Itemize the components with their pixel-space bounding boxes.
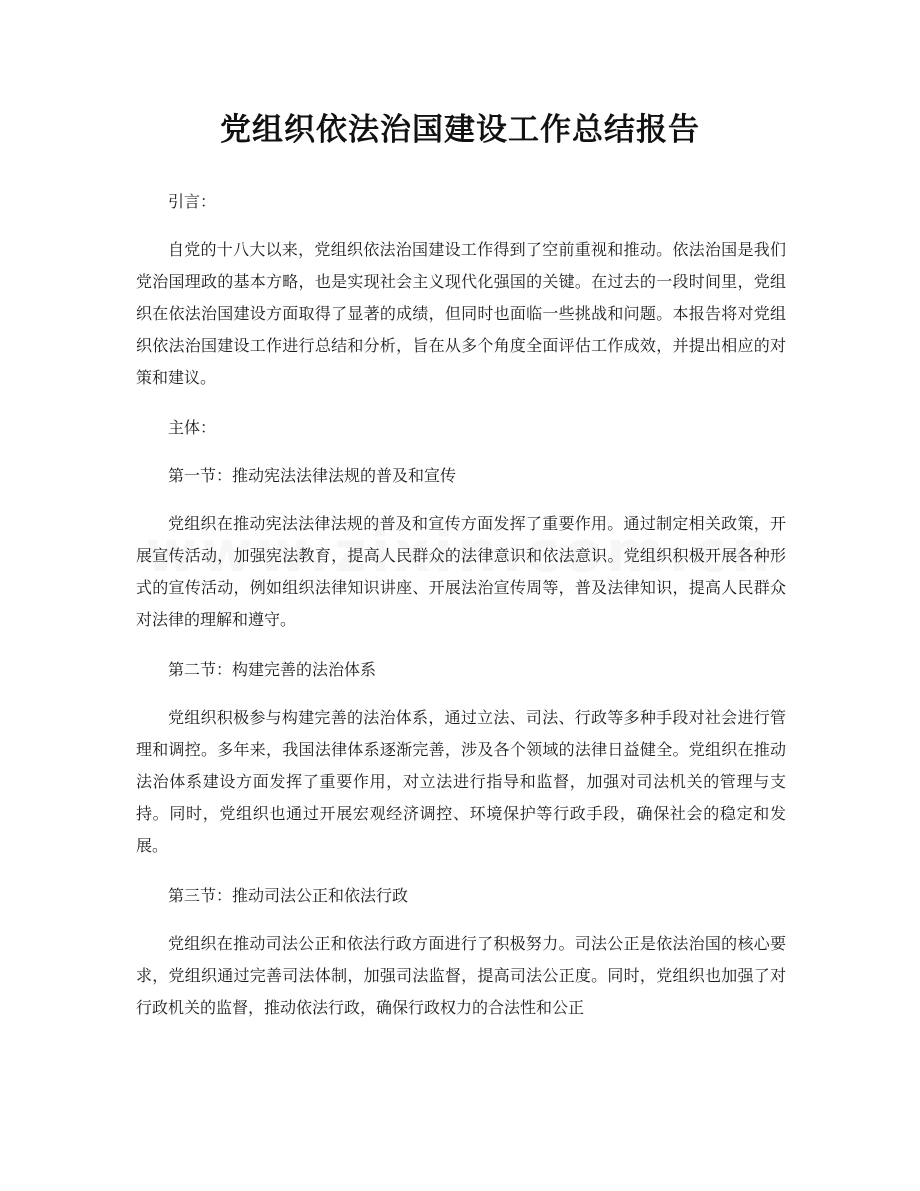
section-3-heading: 第三节：推动司法公正和依法行政 <box>168 886 409 905</box>
main-label: 主体： <box>168 418 217 437</box>
document-title: 党组织依法治国建设工作总结报告 <box>220 112 700 148</box>
section-3-paragraph: 党组织在推动司法公正和依法行政方面进行了积极努力。司法公正是依法治国的核心要求，党组织通过完善司法体制，加强司法监督，提高司法公正度。同时，党组织也加强了对行政机关的监督，推动依法行政，确保行政权力的合法性和公正 <box>136 934 786 1017</box>
intro-paragraph: 自党的十八大以来，党组织依法治国建设工作得到了空前重视和推动。依法治国是我们党治国理政的基本方略，也是实现社会主义现代化强国的关键。在过去的一段时间里，党组织在依法治国建设方面取得了显著的成绩，但同时也面临一些挑战和问题。本报告将对党组织依法治国建设工作进行总结和分析，旨在从多个角度全面评估工作成效，并提出相应的对策和建议。 <box>136 240 786 387</box>
section-2-paragraph: 党组织积极参与构建完善的法治体系，通过立法、司法、行政等多种手段对社会进行管理和调控。多年来，我国法律体系逐渐完善，涉及各个领域的法律日益健全。党组织在推动法治体系建设方面发挥了重要作用，对立法进行指导和监督，加强对司法机关的管理与支持。同时，党组织也通过开展宏观经济调控、环境保护等行政手段，确保社会的稳定和发展。 <box>136 708 786 855</box>
document-body <box>136 186 786 1042</box>
section-1-heading: 第一节：推动宪法法律法规的普及和宣传 <box>168 466 457 485</box>
section-2-heading: 第二节：构建完善的法治体系 <box>168 660 377 679</box>
section-1-paragraph: 党组织在推动宪法法律法规的普及和宣传方面发挥了重要作用。通过制定相关政策，开展宣传活动，加强宪法教育，提高人民群众的法律意识和依法意识。党组织积极开展各种形式的宣传活动，例如组织法律知识讲座、开展法治宣传周等，普及法律知识，提高人民群众对法律的理解和遵守。 <box>136 514 786 629</box>
intro-label: 引言： <box>168 192 217 211</box>
